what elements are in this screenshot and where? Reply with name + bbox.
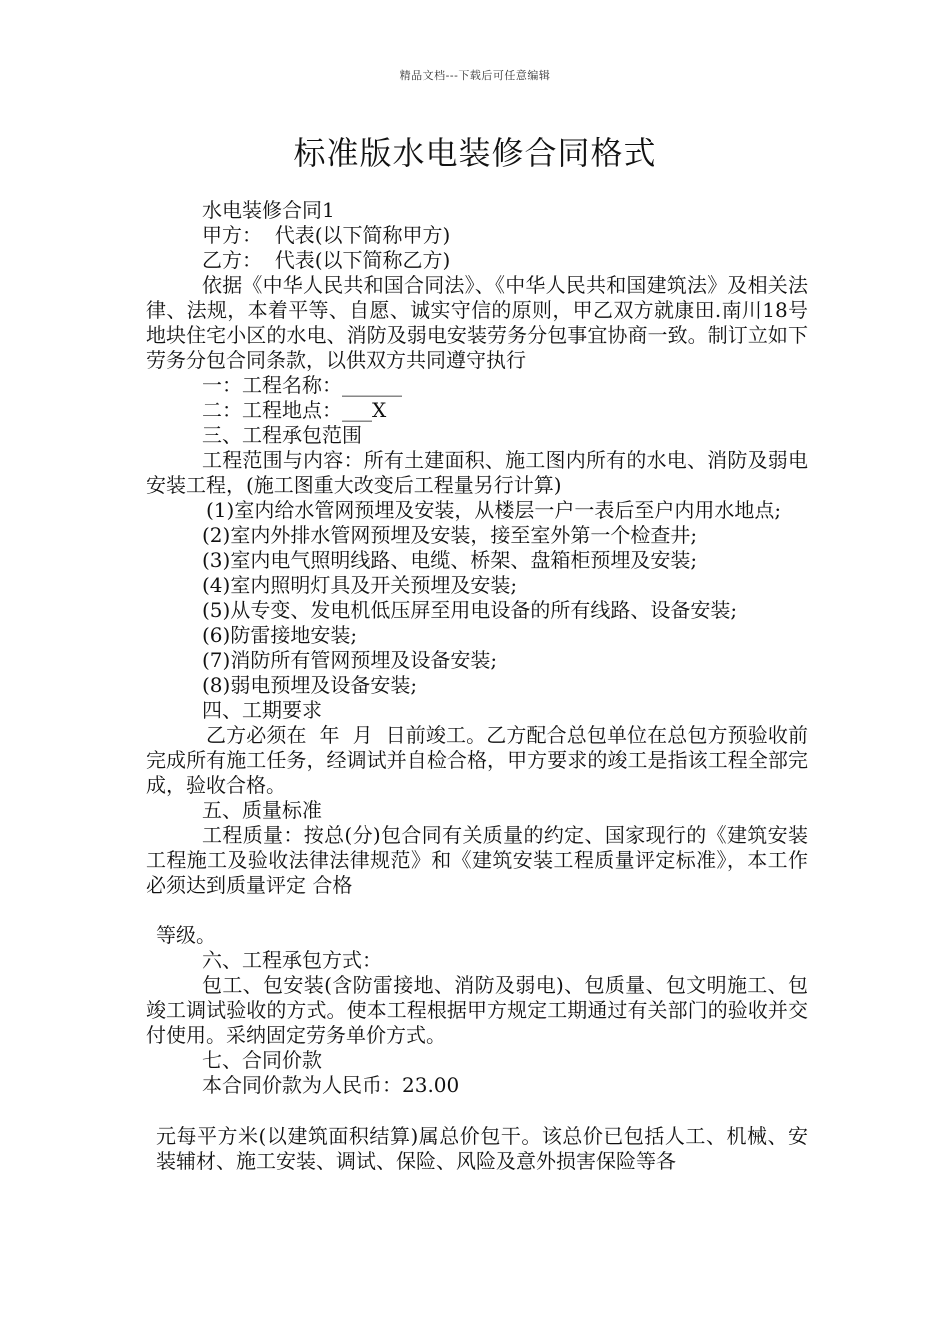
document-title: 标准版水电装修合同格式 (293, 134, 657, 172)
scope-item-8: (8)弱电预埋及设备安装; (202, 673, 418, 697)
section-heading-contract-method: 六、工程承包方式： (202, 948, 382, 972)
schedule-paragraph: 乙方必须在 年 月 日前竣工。乙方配合总包单位在总包方预验收前完成所有施工任务，经调试并自检合格，甲方要求的竣工是指该工程全部完成，验收合格。 (146, 723, 808, 797)
contract-subtitle: 水电装修合同1 (202, 198, 335, 222)
header-note: 精品文档---下载后可任意编辑 (399, 69, 551, 82)
contract-method-paragraph: 包工、包安装(含防雷接地、消防及弱电)、包质量、包文明施工、包竣工调试验收的方式。使本工程根据甲方规定工期通过有关部门的验收并交付使用。采纳固定劳务单价方式。 (146, 973, 808, 1047)
scope-item-3: (3)室内电气照明线路、电缆、桥架、盘箱柜预埋及安装; (202, 548, 698, 572)
party-a-line: 甲方： 代表(以下简称甲方) (202, 223, 451, 247)
scope-item-2: (2)室内外排水管网预埋及安装，接至室外第一个检查井; (202, 523, 698, 547)
section-heading-quality: 五、质量标准 (202, 798, 322, 822)
project-name-line: 一：工程名称：______ (202, 373, 402, 397)
document-body (146, 198, 808, 1174)
section-heading-schedule: 四、工期要求 (202, 698, 322, 722)
price-line: 本合同价款为人民币：23.00 (202, 1073, 460, 1097)
section-heading-scope: 三、工程承包范围 (202, 423, 362, 447)
scope-paragraph: 工程范围与内容：所有土建面积、施工图内所有的水电、消防及弱电安装工程，(施工图重大改变后工程量另行计算) (146, 448, 808, 497)
section-heading-price: 七、合同价款 (202, 1048, 322, 1072)
scope-item-4: (4)室内照明灯具及开关预埋及安装; (202, 573, 518, 597)
scope-item-6: (6)防雷接地安装; (202, 623, 358, 647)
quality-paragraph: 工程质量：按总(分)包合同有关质量的约定、国家现行的《建筑安装工程施工及验收法律法律规范》和《建筑安装工程质量评定标准》，本工作必须达到质量评定 合格 (146, 823, 808, 897)
scope-item-7: (7)消防所有管网预埋及设备安装; (202, 648, 498, 672)
quality-level-line: 等级。 (156, 923, 216, 947)
price-detail-paragraph: 元每平方米(以建筑面积结算)属总价包干。该总价已包括人工、机械、安装辅材、施工安装、调试、保险、风险及意外损害保险等各 (156, 1124, 808, 1173)
project-location-line: 二：工程地点：___X (202, 398, 387, 422)
party-b-line: 乙方： 代表(以下简称乙方) (202, 248, 451, 272)
scope-item-1: (1)室内给水管网预埋及安装，从楼层一户一表后至户内用水地点; (206, 498, 782, 522)
scope-item-5: (5)从专变、发电机低压屏至用电设备的所有线路、设备安装; (202, 598, 738, 622)
preamble-paragraph: 依据《中华人民共和国合同法》、《中华人民共和国建筑法》及相关法律、法规，本着平等、自愿、诚实守信的原则，甲乙双方就康田.南川18号地块住宅小区的水电、消防及弱电安装劳务分包事宜协商一致。制订立如下劳务分包合同条款，以供双方共同遵守执行 (146, 273, 808, 372)
